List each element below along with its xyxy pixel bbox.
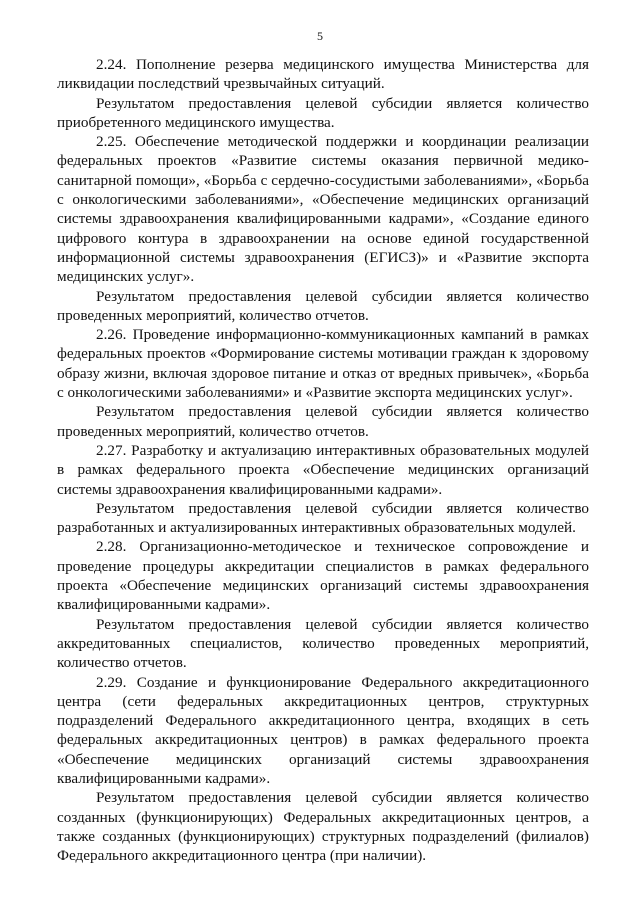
paragraph-result-2-27: Результатом предоставления целевой субсидии является количество разработанных и актуализированных интерактивных образовательных модулей.: [57, 499, 589, 537]
paragraph-2-27: 2.27. Разработку и актуализацию интерактивных образовательных модулей в рамках федерального проекта «Обеспечение медицинских организаций системы здравоохранения квалифицированными кадрами».: [57, 441, 589, 498]
page-number: 5: [317, 29, 323, 43]
paragraph-result-2-24: Результатом предоставления целевой субсидии является количество приобретенного медицинского имущества.: [57, 94, 589, 131]
paragraph-2-24: 2.24. Пополнение резерва медицинского имущества Министерства для ликвидации последствий чрезвычайных ситуаций.: [57, 56, 589, 93]
paragraph-2-25: 2.25. Обеспечение методической поддержки и координации реализации федеральных проектов «Развитие системы оказания первичной медико-санитарной помощи», «Борьба с сердечно-сосудистыми заболеваниями», «Борьба с онкологическими заболеваниями», «Обеспечение медицинских организаций системы здравоохранения квалифицированными кадрами», «Создание единого цифрового контура в здравоохранении на основе единой государственной информационной системы здравоохранения (ЕГИСЗ)» и «Развитие экспорта медицинских услуг».: [57, 133, 589, 286]
paragraph-2-29: 2.29. Создание и функционирование Федерального аккредитационного центра (сети федеральных аккредитационных центров, структурных подразделений Федерального аккредитационного центра, входящих в сеть федеральных аккредитационных центров) в рамках федерального проекта «Обеспечение медицинских организаций системы здравоохранения квалифицированными кадрами».: [57, 673, 589, 787]
paragraph-result-2-26: Результатом предоставления целевой субсидии является количество проведенных мероприятий, количество отчетов.: [57, 403, 589, 440]
paragraph-result-2-28: Результатом предоставления целевой субсидии является количество аккредитованных специалистов, количество проведенных мероприятий, количество отчетов.: [57, 615, 589, 672]
paragraph-result-2-25: Результатом предоставления целевой субсидии является количество проведенных мероприятий, количество отчетов.: [57, 287, 589, 324]
paragraph-2-26: 2.26. Проведение информационно-коммуникационных кампаний в рамках федеральных проектов «Формирование системы мотивации граждан к здоровому образу жизни, включая здоровое питание и отказ от вредных привычек», «Борьба с онкологическими заболеваниями» и «Развитие экспорта медицинских услуг».: [57, 326, 589, 402]
paragraph-2-28: 2.28. Организационно-методическое и техническое сопровождение и проведение процедуры аккредитации специалистов в рамках федерального проекта «Обеспечение медицинских организаций системы здравоохранения квалифицированными кадрами».: [57, 538, 589, 614]
document-body: [57, 55, 589, 865]
paragraph-result-2-29: Результатом предоставления целевой субсидии является количество созданных (функционирующих) Федеральных аккредитационных центров, а также созданных (функционирующих) структурных подразделений (филиалов) Федерального аккредитационного центра (при наличии).: [57, 789, 589, 865]
